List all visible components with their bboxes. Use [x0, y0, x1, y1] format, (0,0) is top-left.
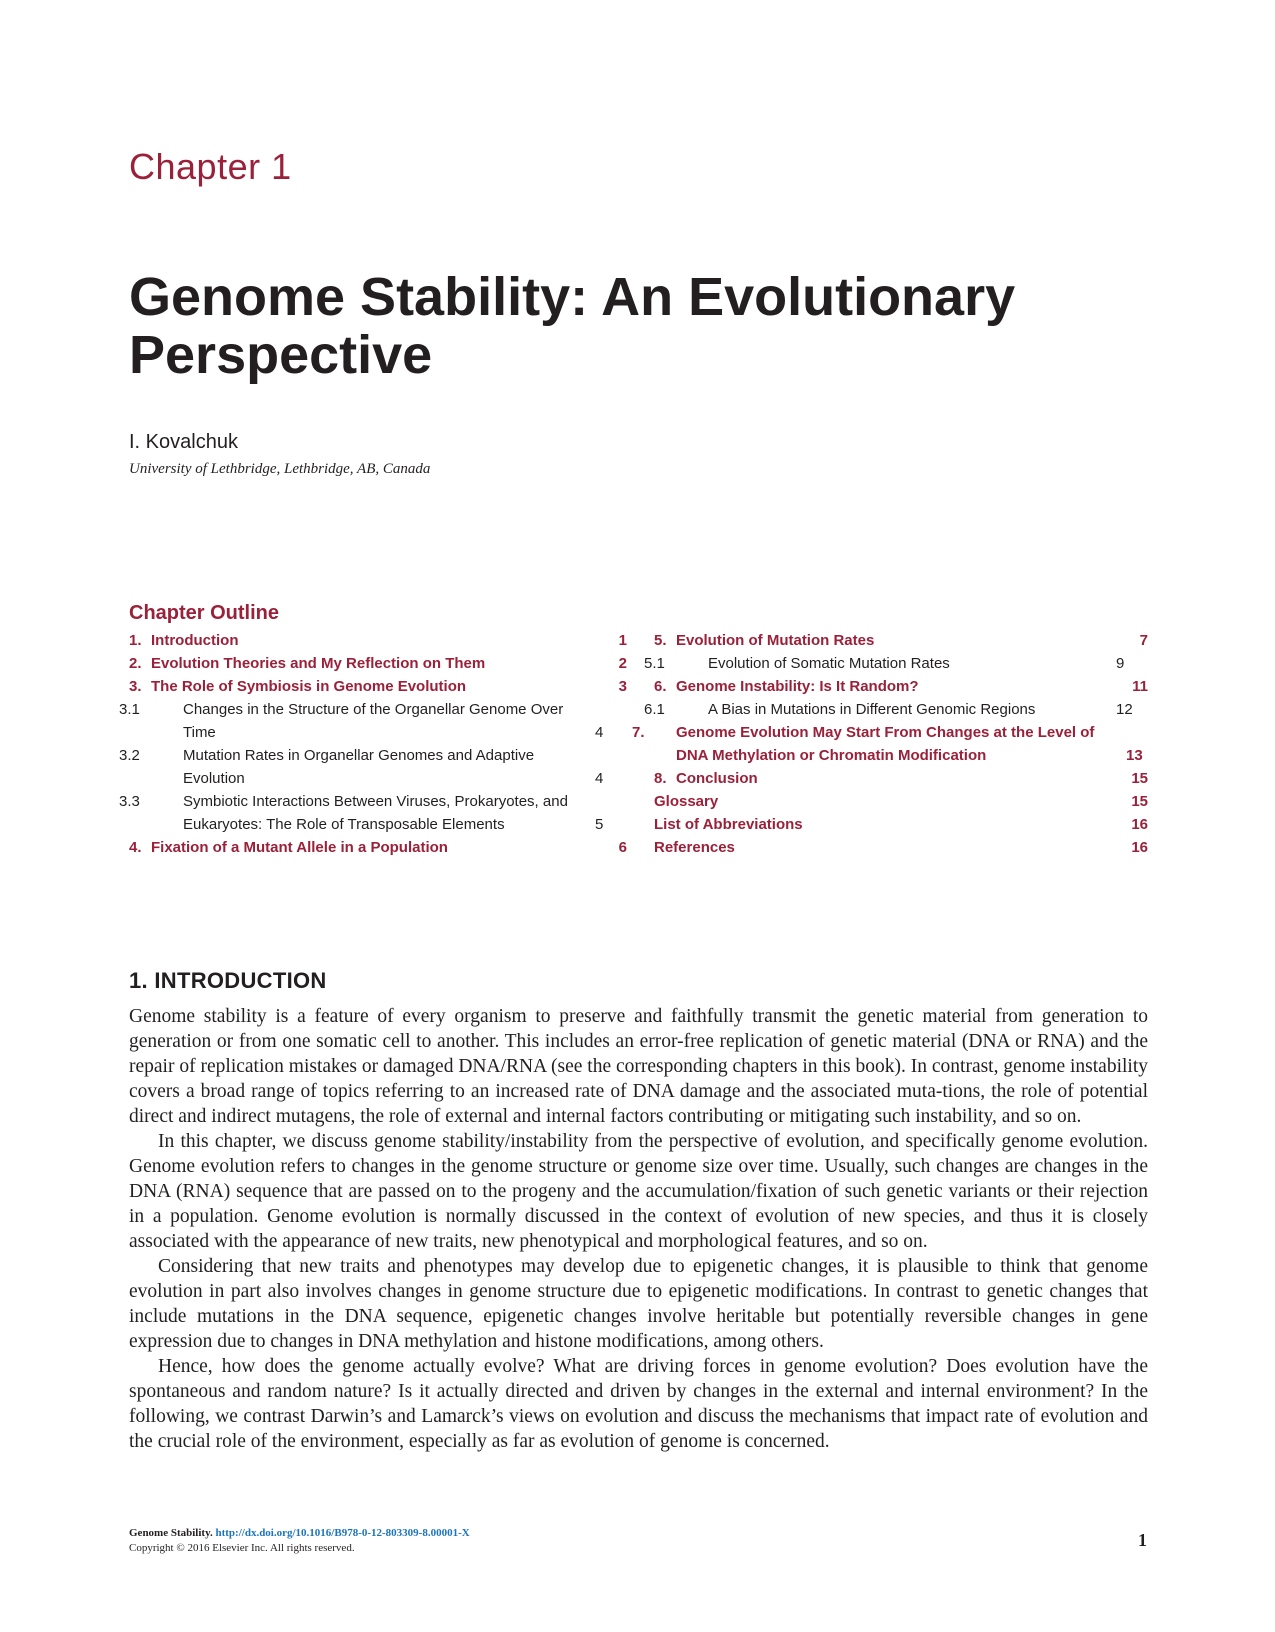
outline-item-number: 6. [654, 678, 667, 695]
outline-item-number: 1. [129, 632, 142, 649]
outline-right-column [632, 629, 1148, 859]
outline-item-title: Conclusion [676, 770, 758, 787]
outline-item-title: Introduction [151, 632, 239, 649]
body-paragraph: Considering that new traits and phenotypes may develop due to epigenetic changes, it is plausible to think that genome evolution in part also involves changes in genome structure due to epigenetic modifications. In contrast to genetic changes that include mutations in the DNA sequence, epigenetic changes involve heritable but potentially reversible changes in gene expression due to changes in DNA methylation and histone modifications, among others. [129, 1256, 1148, 1352]
copyright-notice: Copyright © 2016 Elsevier Inc. All rights reserved. [129, 1542, 355, 1554]
outline-item-title: Glossary [654, 793, 719, 810]
outline-item-number: 5.1 [644, 655, 665, 672]
outline-subitem[interactable]: 6.1 A Bias in Mutations in Different Genomic Regions 12 [654, 698, 1148, 721]
outline-item-page: 1 [618, 632, 627, 649]
page-footer [129, 1526, 470, 1556]
outline-item-abbreviations[interactable] [654, 813, 1148, 836]
chapter-title-line-1: Genome Stability: An Evolutionary [129, 267, 1016, 327]
outline-item[interactable] [129, 836, 627, 859]
outline-item-number: 3.1 [119, 701, 140, 718]
chapter-label: Chapter 1 [129, 146, 292, 187]
outline-item-title: Evolution Theories and My Reflection on Them [151, 655, 486, 672]
page-number: 1 [1138, 1530, 1147, 1550]
outline-item-number: 4. [129, 839, 142, 856]
outline-item-number: 2. [129, 655, 142, 672]
outline-item-title: Genome Instability: Is It Random? [676, 678, 919, 695]
section-heading: 1. INTRODUCTION [129, 968, 327, 993]
doi-link[interactable]: http://dx.doi.org/10.1016/B978-0-12-803309-8.00001-X [215, 1527, 470, 1539]
outline-item-page: 11 [1132, 678, 1148, 695]
outline-item-page: 2 [618, 655, 627, 672]
outline-item[interactable] [129, 652, 627, 675]
outline-subitem[interactable]: 3.1 Changes in the Structure of the Organellar Genome Over Time 4 [129, 698, 627, 744]
outline-item-number: 3. [129, 678, 142, 695]
outline-item-glossary[interactable] [654, 790, 1148, 813]
outline-item-title: Symbiotic Interactions Between Viruses, Prokaryotes, and Eukaryotes: The Role of Transposable Elements [183, 793, 568, 833]
outline-item-title: List of Abbreviations [654, 816, 803, 833]
outline-subitem[interactable]: 3.2 Mutation Rates in Organellar Genomes and Adaptive Evolution 4 [129, 744, 627, 790]
section-body [129, 1004, 1148, 1454]
author-affiliation: University of Lethbridge, Lethbridge, AB, Canada [129, 461, 431, 477]
outline-item-page: 15 [1131, 793, 1148, 810]
outline-item-title: Evolution of Somatic Mutation Rates [708, 655, 950, 672]
outline-item-page: 7 [1139, 632, 1148, 649]
outline-item-page: 6 [618, 839, 627, 856]
chapter-title [129, 268, 1179, 384]
outline-left-column [119, 629, 627, 859]
outline-item-page: 16 [1131, 839, 1148, 856]
outline-item-title: Mutation Rates in Organellar Genomes and Adaptive Evolution [183, 747, 535, 787]
outline-item[interactable] [129, 629, 627, 652]
outline-item[interactable] [654, 675, 1148, 698]
body-paragraph: Genome stability is a feature of every organism to preserve and faithfully transmit the genetic material from generation to generation or from one somatic cell to another. This includes an error-free replication of genetic material (DNA or RNA) and the repair of replication mistakes or damaged DNA/RNA (see the corresponding chapters in this book). In contrast, genome instability covers a broad range of topics referring to an increased rate of DNA damage and the associated muta-tions, the role of potential direct and indirect mutagens, the role of external and internal factors contributing or mitigating such instability, and so on. [129, 1006, 1148, 1127]
book-title: Genome Stability. [129, 1527, 213, 1539]
outline-item-references[interactable] [654, 836, 1148, 859]
outline-subitem[interactable]: 3.3 Symbiotic Interactions Between Viruses, Prokaryotes, and Eukaryotes: The Role of Transposable Elements 5 [129, 790, 627, 836]
outline-item-number: 6.1 [644, 701, 665, 718]
outline-item-title: Changes in the Structure of the Organellar Genome Over Time [183, 701, 564, 741]
chapter-title-line-2: Perspective [129, 325, 433, 385]
outline-item-number: 7. [632, 724, 645, 741]
outline-item[interactable] [654, 767, 1148, 790]
outline-item-number: 3.2 [119, 747, 140, 764]
outline-item-number: 5. [654, 632, 667, 649]
outline-item-page: 3 [618, 678, 627, 695]
body-paragraph: Hence, how does the genome actually evolve? What are driving forces in genome evolution? Does evolution have the spontaneous and random nature? Is it actually directed and driven by changes in the external and internal environment? In the following, we contrast Darwin’s and Lamarck’s views on evolution and discuss the mechanisms that impact rate of evolution and the crucial role of the environment, especially as far as evolution of genome is concerned. [129, 1356, 1148, 1452]
outline-item-title: A Bias in Mutations in Different Genomic Regions [708, 701, 1036, 718]
outline-subitem[interactable]: 5.1 Evolution of Somatic Mutation Rates 9 [654, 652, 1148, 675]
outline-item-title: Fixation of a Mutant Allele in a Population [151, 839, 448, 856]
outline-item[interactable]: 7. Genome Evolution May Start From Changes at the Level of DNA Methylation or Chromatin Modification 13 [654, 721, 1148, 767]
outline-item[interactable] [129, 675, 627, 698]
outline-item-title: References [654, 839, 735, 856]
outline-item-page: 16 [1131, 816, 1148, 833]
outline-item-title: Evolution of Mutation Rates [676, 632, 875, 649]
outline-item[interactable] [654, 629, 1148, 652]
author-name: I. Kovalchuk [129, 431, 238, 453]
outline-heading: Chapter Outline [129, 602, 280, 624]
outline-item-page: 15 [1131, 770, 1148, 787]
outline-item-title: The Role of Symbiosis in Genome Evolution [151, 678, 467, 695]
outline-item-title: Genome Evolution May Start From Changes at the Level of DNA Methylation or Chromatin Modification [676, 724, 1095, 764]
body-paragraph: In this chapter, we discuss genome stability/instability from the perspective of evolution, and specifically genome evolution. Genome evolution refers to changes in the genome structure or genome size over time. Usually, such changes are changes in the DNA (RNA) sequence that are passed on to the progeny and the accumulation/fixation of such genetic variants or their rejection in a population. Genome evolution is normally discussed in the context of evolution of new species, and thus it is closely associated with the appearance of new traits, new phenotypical and morphological features, and so on. [129, 1131, 1148, 1252]
citation-line [129, 1526, 470, 1541]
outline-item-number: 8. [654, 770, 667, 787]
outline-item-number: 3.3 [119, 793, 140, 810]
